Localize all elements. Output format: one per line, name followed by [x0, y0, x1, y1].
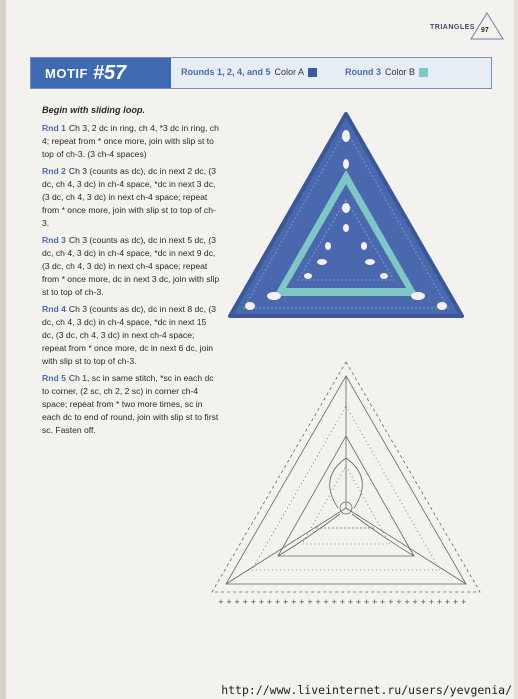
legend-color: Color B [385, 67, 416, 77]
round-2-instruction: Rnd 2 Ch 3 (counts as dc), dc in next 2 dc, (3 dc, ch 4, 3 dc) in ch-4 space, *dc in next 3 dc, (3 dc, ch 4, 3 dc) in next ch-4 space; repeat from * once more, join with slip st to top of ch-3. [42, 166, 216, 228]
round-4-instruction: Rnd 4 Ch 3 (counts as dc), dc in next 8 dc, (3 dc, ch 4, 3 dc) in ch-4 space, *dc in next 15 dc, (3 dc, ch 4, 3 dc) in next ch-4 space; repeat from * once more, dc in next 6 dc, join with slip st to top of ch-3. [42, 304, 216, 366]
intro-line: Begin with sliding loop. [42, 105, 146, 115]
page-number: 97 [481, 27, 489, 34]
motif-header-bar [30, 57, 492, 89]
page-right-edge [514, 0, 518, 699]
round-1-instruction: Rnd 1 Ch 3, 2 dc in ring, ch 4, *3 dc in ring, ch 4; repeat from * once more, join with slip st to top of ch-3. (3 ch-4 spaces) [42, 123, 219, 159]
motif-title-box [31, 58, 171, 88]
color-a-swatch [308, 68, 317, 77]
page-binding-edge [0, 0, 6, 699]
pattern-instructions [42, 104, 220, 441]
color-legend-a [181, 67, 317, 77]
crochet-motif-photo [224, 108, 468, 326]
round-5-instruction: Rnd 5 Ch 1, sc in same stitch, *sc in each dc to corner, (2 sc, ch 2, 2 sc) in corner ch-4 space; repeat from * two more times, sc in each dc to end of round, join with slip st to first sc. Fasten off. [42, 373, 219, 435]
motif-label: MOTIF [45, 65, 88, 81]
watermark-url: http://www.liveinternet.ru/users/yevgenia/ [221, 683, 512, 697]
legend-rounds: Round 3 [345, 67, 381, 77]
svg-text:+ + + + + + + + + + + + + + +: + + + + + + + + + + + + + + + + + + + + + + + + + + + + + + + [218, 598, 467, 606]
stitch-diagram [208, 358, 484, 608]
motif-number: #57 [92, 61, 127, 84]
page-number-triangle-icon [470, 12, 504, 40]
legend-color: Color A [274, 67, 305, 77]
legend-rounds: Rounds 1, 2, 4, and 5 [181, 67, 271, 77]
color-legend-b [345, 67, 428, 77]
running-head: TRIANGLES [430, 24, 475, 31]
round-3-instruction: Rnd 3 Ch 3 (counts as dc), dc in next 5 dc, (3 dc, ch 4, 3 dc) in ch-4 space, *dc in next 9 dc, (3 dc, ch 4, 3 dc) in next ch-4 space; repeat from * once more, dc in next 3 dc, join with slip st to top of ch-3. [42, 235, 220, 297]
color-b-swatch [419, 68, 428, 77]
